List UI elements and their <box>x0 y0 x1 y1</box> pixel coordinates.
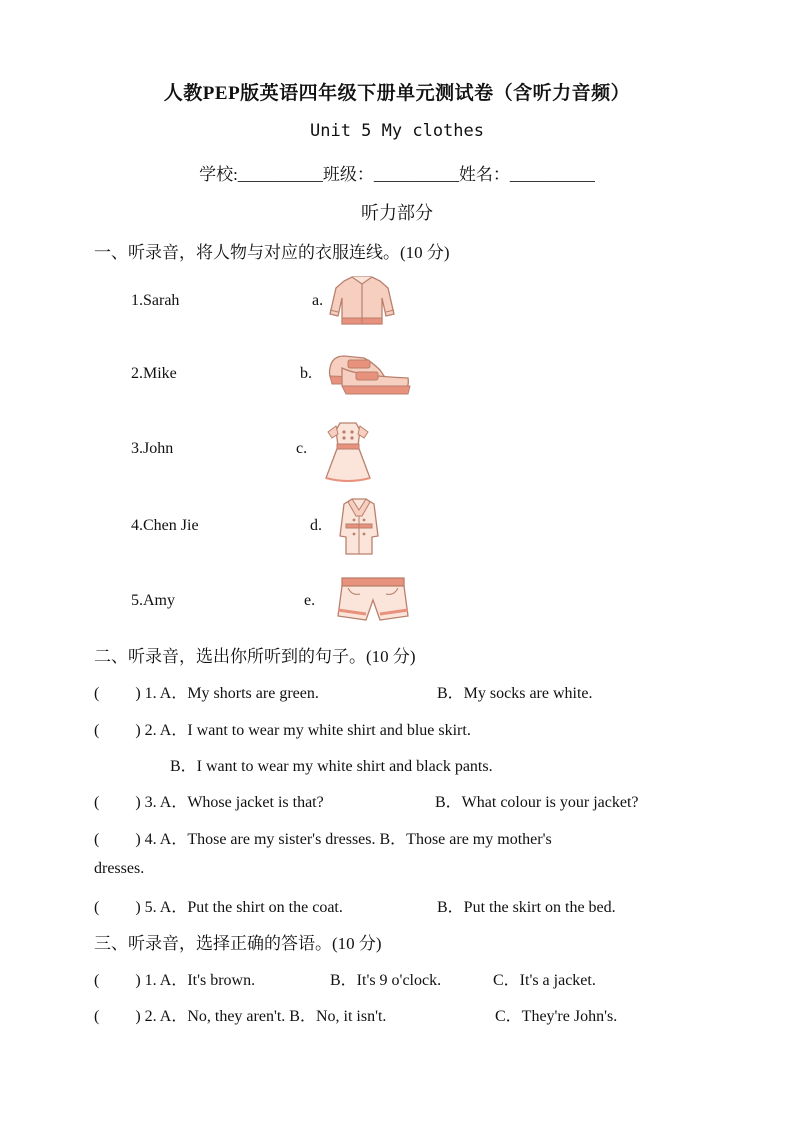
name-sarah: 1.Sarah <box>131 292 180 309</box>
q3-2-options-ab: ( ) 2. A．No, they aren't. B．No, it isn't. <box>94 1008 387 1025</box>
letter-e: e. <box>304 592 316 609</box>
letter-b: b. <box>300 365 312 382</box>
shorts-picture <box>336 574 410 624</box>
shoes-picture <box>322 346 414 402</box>
jacket-picture <box>328 274 396 326</box>
q2-1-option-a: ( ) 1. A．My shorts are green. <box>94 685 319 702</box>
coat-picture <box>336 496 382 558</box>
name-mike: 2.Mike <box>131 365 177 382</box>
name-amy: 5.Amy <box>131 592 175 609</box>
page-title: 人教PEP版英语四年级下册单元测试卷（含听力音频） <box>163 83 631 104</box>
name-chen-jie: 4.Chen Jie <box>131 517 199 534</box>
q3-1-option-c: C．It's a jacket. <box>493 972 596 989</box>
letter-d: d. <box>310 517 322 534</box>
q2-5-option-a: ( ) 5. A．Put the shirt on the coat. <box>94 899 343 916</box>
q2-4-continuation: dresses. <box>94 860 145 877</box>
q2-2-option-a: ( ) 2. A．I want to wear my white shirt and blue skirt. <box>94 722 471 739</box>
part2-heading: 二、听录音，选出你所听到的句子。(10 分) <box>94 647 416 666</box>
q2-3-option-a: ( ) 3. A．Whose jacket is that? <box>94 794 324 811</box>
student-info-line: 学校:__________班级：__________姓名：__________ <box>199 165 595 184</box>
q2-4-options: ( ) 4. A．Those are my sister's dresses. B．Those are my mother's <box>94 831 552 848</box>
letter-c: c. <box>296 440 308 457</box>
name-john: 3.John <box>131 440 174 457</box>
part1-heading: 一、听录音，将人物与对应的衣服连线。(10 分) <box>94 243 450 262</box>
part3-heading: 三、听录音，选择正确的答语。(10 分) <box>94 934 382 953</box>
letter-a: a. <box>312 292 324 309</box>
dress-picture <box>322 420 374 484</box>
q2-3-option-b: B．What colour is your jacket? <box>435 794 639 811</box>
q2-5-option-b: B．Put the skirt on the bed. <box>437 899 616 916</box>
unit-title: Unit 5 My clothes <box>310 121 484 141</box>
q3-2-option-c: C．They're John's. <box>495 1008 618 1025</box>
q3-1-option-a: ( ) 1. A．It's brown. <box>94 972 256 989</box>
q2-2-option-b: B．I want to wear my white shirt and black pants. <box>170 758 493 775</box>
listening-section-title: 听力部分 <box>361 203 433 223</box>
q2-1-option-b: B．My socks are white. <box>437 685 593 702</box>
q3-1-option-b: B．It's 9 o'clock. <box>330 972 442 989</box>
